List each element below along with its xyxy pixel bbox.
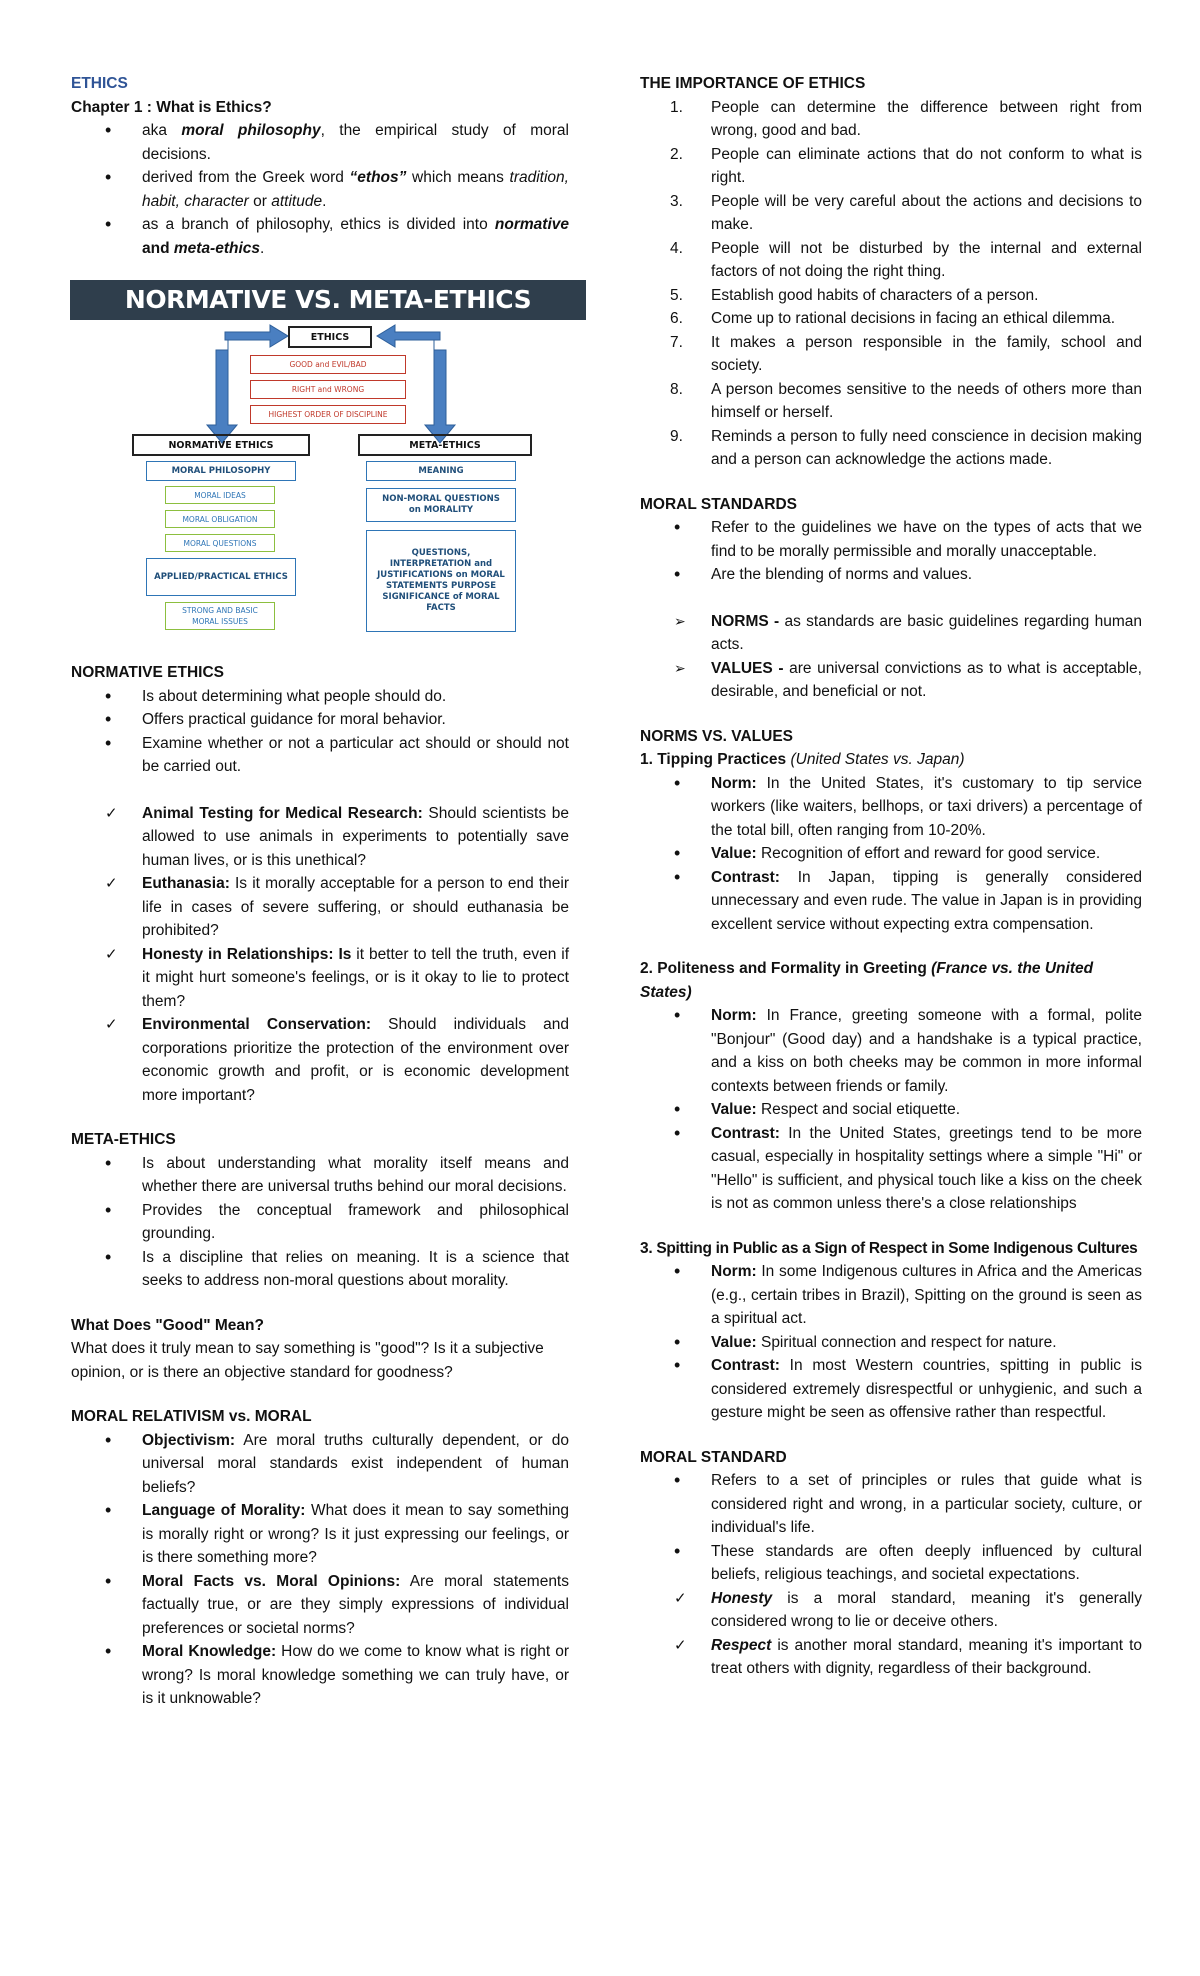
list-item: ✓ Honesty in Relationships: Is it better to tell the truth, even if it might hurt someone's feelings, or is it okay to lie to protect them?	[71, 943, 569, 1014]
applied-ethics-box: APPLIED/PRACTICAL ETHICS	[146, 558, 296, 596]
moral-standards-heading: MORAL STANDARDS	[640, 495, 798, 513]
norms-values-definitions	[640, 610, 1142, 704]
bullet-icon	[105, 1246, 135, 1271]
bullet-icon	[105, 1429, 135, 1454]
list-item: 2. People can eliminate actions that do not conform to what is right.	[670, 145, 1142, 186]
norms-vs-values-heading: NORMS VS. VALUES	[640, 727, 794, 745]
case1-list	[640, 772, 1142, 937]
bullet-icon	[674, 1331, 704, 1356]
intro-list	[71, 119, 569, 260]
document-title: ETHICS	[71, 75, 128, 92]
list-item: • Value: Recognition of effort and reward for good service.	[640, 842, 1142, 866]
list-item: • Refers to a set of principles or rules that guide what is considered right and wrong, in a particular society, culture, or individual's life.	[640, 1469, 1142, 1540]
list-item: ✓ Euthanasia: Is it morally acceptable for a person to end their life in cases of severe suffering, or should euthanasia be prohibited?	[71, 872, 569, 943]
list-item: ✓ Respect is another moral standard, meaning it's important to treat others with dignity, regardless of their background.	[640, 1634, 1142, 1681]
arrow-down-right-icon	[425, 350, 455, 443]
list-item: • aka moral philosophy, the empirical study of moral decisions.	[71, 119, 569, 166]
list-item: • Moral Facts vs. Moral Opinions: Are moral statements factually true, or are they simply expressions of individual preferences or societal norms?	[71, 1570, 569, 1641]
diagram-banner: NORMATIVE VS. META-ETHICS	[70, 280, 586, 320]
list-item: 7. It makes a person responsible in the family, school and society.	[670, 333, 1142, 374]
list-item: • Norm: In the United States, it's customary to tip service workers (like waiters, bellhops, or taxi drivers) a percentage of the total bill, often ranging from 10-20%.	[640, 772, 1142, 843]
list-item: • Norm: In some Indigenous cultures in Africa and the Americas (e.g., certain tribes in Brazil), Spitting on the ground is seen as a spiritual act.	[640, 1260, 1142, 1331]
normative-vs-meta-ethics-diagram	[70, 280, 586, 640]
normative-ethics-box: NORMATIVE ETHICS	[132, 434, 310, 456]
relativism-list	[71, 1429, 569, 1711]
list-item: 5. Establish good habits of characters of a person.	[670, 286, 1039, 304]
bullet-icon	[105, 1199, 135, 1224]
importance-list	[640, 96, 1142, 472]
list-item: 1. People can determine the difference between right from wrong, good and bad.	[670, 98, 1142, 139]
meaning-box: MEANING	[366, 461, 516, 481]
list-item: • Offers practical guidance for moral behavior.	[71, 708, 569, 732]
list-item: ✓ Animal Testing for Medical Research: Should scientists be allowed to use animals in experiments to potentially save human lives, or is this unethical?	[71, 802, 569, 873]
list-item: • Contrast: In Japan, tipping is generally considered unnecessary and even rude. The value in Japan is in providing excellent service without expecting extra compensation.	[640, 866, 1142, 937]
checkmark-icon	[674, 1587, 704, 1611]
moral-philosophy-box: MORAL PHILOSOPHY	[146, 461, 296, 481]
bullet-icon	[674, 1354, 704, 1379]
list-item: 3. People will be very careful about the actions and decisions to make.	[670, 192, 1142, 233]
meta-ethics-heading: META-ETHICS	[71, 1131, 176, 1148]
list-item: • Are the blending of norms and values.	[640, 563, 1142, 587]
normative-ethics-heading: NORMATIVE ETHICS	[71, 664, 224, 681]
moral-standards-list	[640, 516, 1142, 587]
bullet-icon	[674, 1540, 704, 1565]
green-box: MORAL IDEAS	[165, 486, 275, 504]
red-box: HIGHEST ORDER OF DISCIPLINE	[250, 405, 406, 424]
checkmark-icon	[105, 802, 135, 826]
bullet-icon	[105, 1640, 135, 1665]
list-item: • Examine whether or not a particular act should or should not be carried out.	[71, 732, 569, 779]
bullet-icon	[105, 1570, 135, 1595]
list-item: ✓ Honesty is a moral standard, meaning it's generally considered wrong to lie or deceive others.	[640, 1587, 1142, 1634]
normative-list	[71, 685, 569, 779]
list-item: • Is about determining what people should do.	[71, 685, 569, 709]
checkmark-icon	[674, 1634, 704, 1658]
case3-heading: 3. Spitting in Public as a Sign of Respect in Some Indigenous Cultures	[640, 1239, 1138, 1257]
meta-ethics-box: META-ETHICS	[358, 434, 532, 456]
red-box: RIGHT and WRONG	[250, 380, 406, 399]
moral-standard-heading: MORAL STANDARD	[640, 1448, 787, 1466]
bullet-icon	[674, 1122, 704, 1147]
case1-heading: 1. Tipping Practices (United States vs. Japan)	[640, 751, 965, 768]
bullet-icon	[105, 1152, 135, 1177]
ethics-box: ETHICS	[288, 326, 372, 348]
list-item: ➢ VALUES - are universal convictions as to what is acceptable, desirable, and beneficial or not.	[640, 657, 1142, 704]
left-column	[71, 72, 569, 1711]
arrow-right-icon	[225, 325, 288, 347]
importance-heading: THE IMPORTANCE OF ETHICS	[640, 75, 866, 92]
bullet-icon	[105, 213, 135, 238]
checkmark-icon	[105, 1013, 135, 1037]
bullet-icon	[105, 732, 135, 757]
red-box: GOOD and EVIL/BAD	[250, 355, 406, 374]
questions-interpretation-box: QUESTIONS, INTERPRETATION and JUSTIFICATIONS on MORAL STATEMENTS PURPOSE SIGNIFICANCE of MORAL FACTS	[366, 530, 516, 632]
list-item: • These standards are often deeply influenced by cultural beliefs, religious teachings, and societal expectations.	[640, 1540, 1142, 1587]
list-item: 6. Come up to rational decisions in facing an ethical dilemma.	[670, 310, 1116, 327]
list-item: • Moral Knowledge: How do we come to know what is right or wrong? Is moral knowledge something we can truly have, or is it unknowable?	[71, 1640, 569, 1711]
bullet-icon	[105, 1499, 135, 1524]
list-item: • Is a discipline that relies on meaning. It is a science that seeks to address non-moral questions about morality.	[71, 1246, 569, 1293]
list-item: • Language of Morality: What does it mean to say something is morally right or wrong? Is it just expressing our feelings, or is there something more?	[71, 1499, 569, 1570]
bullet-icon	[105, 119, 135, 144]
moral-standard-list	[640, 1469, 1142, 1681]
list-item: 4. People will not be disturbed by the internal and external factors of not doing the right thing.	[670, 239, 1142, 280]
normative-examples	[71, 802, 569, 1108]
list-item: ➢ NORMS - as standards are basic guidelines regarding human acts.	[640, 610, 1142, 657]
bullet-icon	[674, 866, 704, 891]
bullet-icon	[105, 685, 135, 710]
bullet-icon	[674, 772, 704, 797]
bullet-icon	[674, 516, 704, 541]
green-box: STRONG AND BASIC MORAL ISSUES	[165, 602, 275, 630]
good-paragraph: What does it truly mean to say something is "good"? Is it a subjective opinion, or is there an objective standard for goodness?	[71, 1340, 544, 1381]
arrow-bullet-icon	[674, 657, 704, 681]
good-heading: What Does "Good" Mean?	[71, 1316, 264, 1334]
bullet-icon	[674, 563, 704, 588]
list-item: 9. Reminds a person to fully need conscience in decision making and a person can acknowledge the actions made.	[670, 427, 1142, 468]
case2-heading: 2. Politeness and Formality in Greeting (France vs. the United States)	[640, 960, 1094, 1001]
list-item: • Contrast: In most Western countries, spitting in public is considered extremely disrespectful or unhygienic, and such a gesture might be seen as offensive rather than respectful.	[640, 1354, 1142, 1425]
green-box: MORAL QUESTIONS	[165, 534, 275, 552]
list-item: • Objectivism: Are moral truths culturally dependent, or do universal moral standards exist independent of human beliefs?	[71, 1429, 569, 1500]
bullet-icon	[674, 1469, 704, 1494]
bullet-icon	[674, 1098, 704, 1123]
list-item: • Provides the conceptual framework and philosophical grounding.	[71, 1199, 569, 1246]
case2-list	[640, 1004, 1142, 1216]
bullet-icon	[674, 1004, 704, 1029]
meta-list	[71, 1152, 569, 1293]
list-item: • derived from the Greek word “ethos” which means tradition, habit, character or attitude.	[71, 166, 569, 213]
list-item: • as a branch of philosophy, ethics is divided into normative and meta-ethics.	[71, 213, 569, 260]
list-item: • Is about understanding what morality itself means and whether there are universal truths behind our moral decisions.	[71, 1152, 569, 1199]
green-box: MORAL OBLIGATION	[165, 510, 275, 528]
checkmark-icon	[105, 872, 135, 896]
list-item: • Contrast: In the United States, greetings tend to be more casual, especially in hospitality settings where a simple "Hi" or "Hello" is sufficient, and physical touch like a kiss on the cheek is not as common unless there's a close relationships	[640, 1122, 1142, 1216]
bullet-icon	[674, 842, 704, 867]
list-item: • Refer to the guidelines we have on the types of acts that we find to be morally permissible and morally unacceptable.	[640, 516, 1142, 563]
right-column	[640, 72, 1142, 1681]
case3-list	[640, 1260, 1142, 1425]
arrow-bullet-icon	[674, 610, 704, 634]
list-item: ✓ Environmental Conservation: Should individuals and corporations prioritize the protection of the environment over economic growth and profit, or is economic development more important?	[71, 1013, 569, 1107]
checkmark-icon	[105, 943, 135, 967]
arrow-down-left-icon	[207, 350, 237, 443]
list-item: • Value: Respect and social etiquette.	[640, 1098, 1142, 1122]
non-moral-questions-box: NON-MORAL QUESTIONS on MORALITY	[366, 488, 516, 522]
bullet-icon	[105, 708, 135, 733]
chapter-heading: Chapter 1 : What is Ethics?	[71, 98, 272, 116]
list-item: • Value: Spiritual connection and respect for nature.	[640, 1331, 1142, 1355]
relativism-heading: MORAL RELATIVISM vs. MORAL	[71, 1408, 312, 1425]
bullet-icon	[674, 1260, 704, 1285]
arrow-left-icon	[377, 325, 440, 347]
list-item: • Norm: In France, greeting someone with a formal, polite "Bonjour" (Good day) and a handshake is a typical practice, and a kiss on both cheeks may be common in more informal contexts between friends or family.	[640, 1004, 1142, 1098]
list-item: 8. A person becomes sensitive to the needs of others more than himself or herself.	[670, 380, 1142, 421]
bullet-icon	[105, 166, 135, 191]
